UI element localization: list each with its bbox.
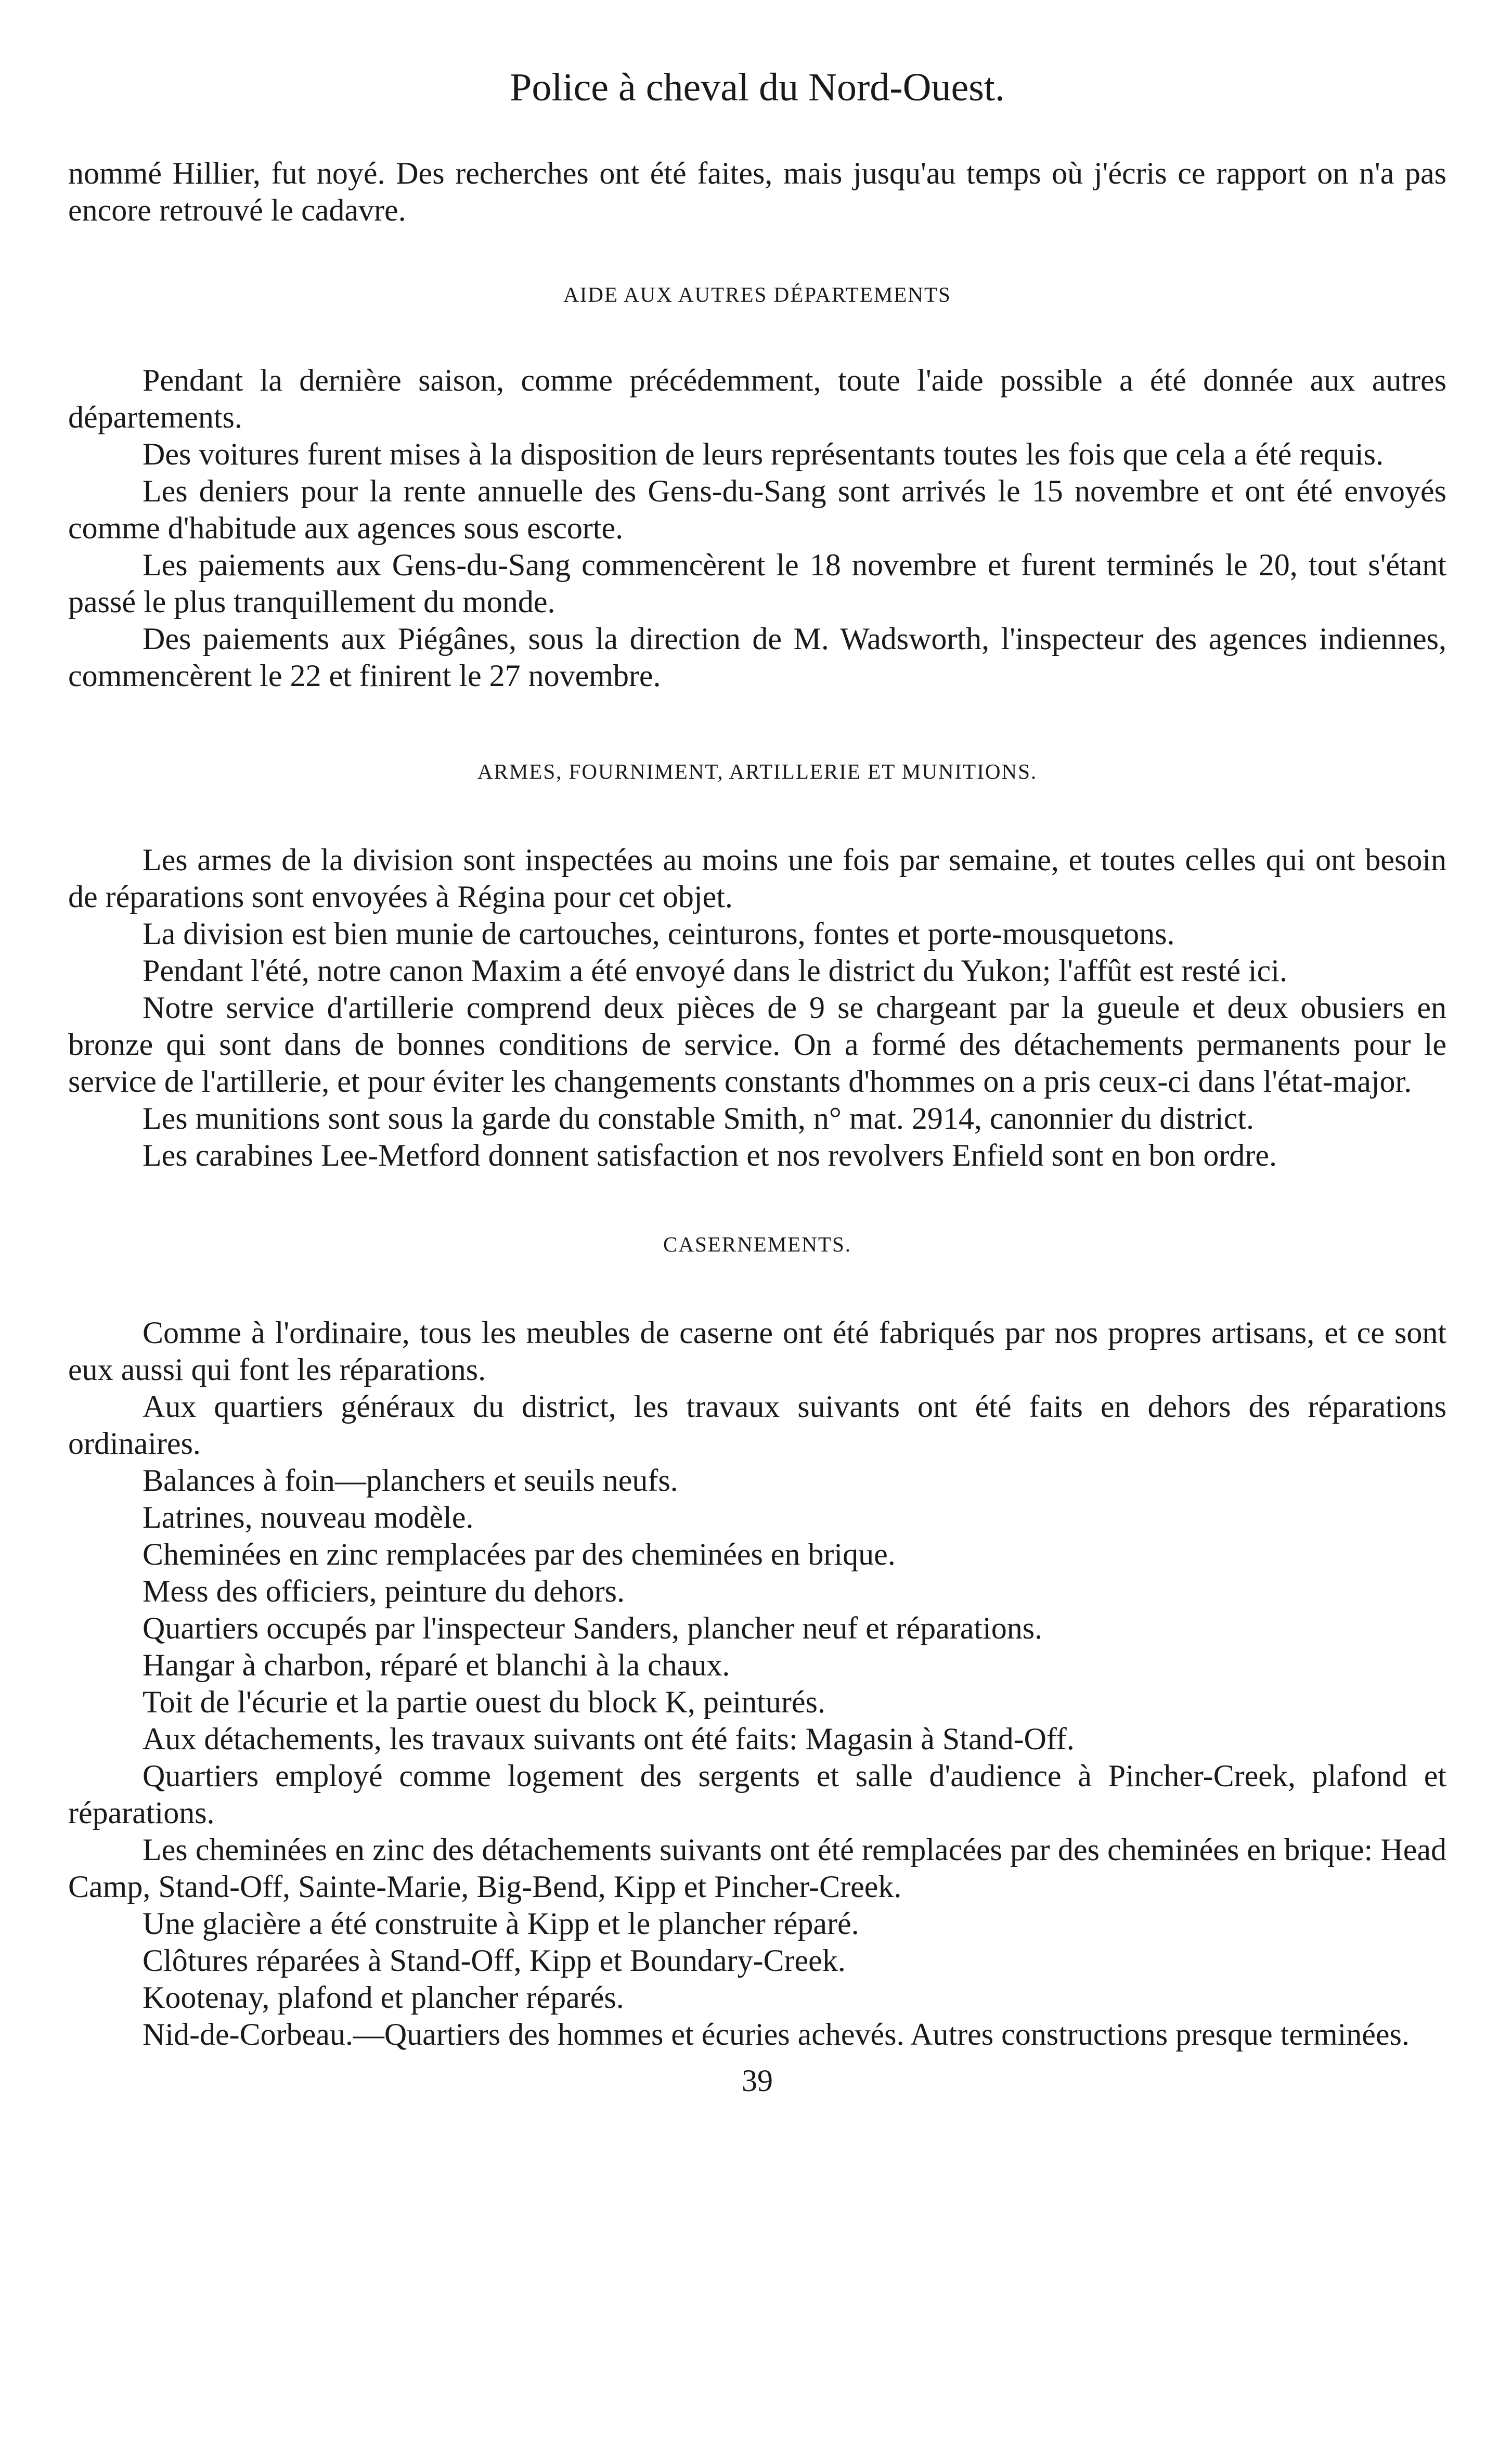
list-item: Kootenay, plafond et plancher réparés. [143, 1980, 624, 2015]
paragraph: Des paiements aux Piégânes, sous la direction de M. Wadsworth, l'inspecteur des agences indiennes, commencèrent le 22 et finirent le 27 novembre. [68, 622, 1446, 693]
paragraph: Les carabines Lee-Metford donnent satisfaction et nos revolvers Enfield sont en bon ordre. [143, 1138, 1277, 1172]
list-item: Toit de l'écurie et la partie ouest du block K, peinturés. [143, 1685, 825, 1719]
section-heading-casernements: CASERNEMENTS. [663, 1232, 851, 1256]
section-heading-aide: AIDE AUX AUTRES DÉPARTEMENTS [563, 282, 951, 306]
paragraph: Comme à l'ordinaire, tous les meubles de caserne ont été fabriqués par nos propres artisans, et ce sont eux aussi qui font les réparations. [68, 1315, 1446, 1387]
continuation-paragraph: nommé Hillier, fut noyé. Des recherches ont été faites, mais jusqu'au temps où j'écris ce rapport on n'a pas encore retrouvé le cadavre. [68, 156, 1446, 227]
paragraph: Pendant l'été, notre canon Maxim a été envoyé dans le district du Yukon; l'affût est resté ici. [143, 953, 1287, 988]
paragraph: Les munitions sont sous la garde du constable Smith, n° mat. 2914, canonnier du district. [143, 1101, 1255, 1136]
paragraph: Aux détachements, les travaux suivants ont été faits: Magasin à Stand-Off. [143, 1722, 1075, 1756]
list-item: Cheminées en zinc remplacées par des cheminées en brique. [143, 1537, 896, 1571]
list-item: Balances à foin—planchers et seuils neufs. [143, 1463, 678, 1498]
paragraph: Des voitures furent mises à la disposition de leurs représentants toutes les fois que cela a été requis. [143, 437, 1384, 471]
page-number: 39 [742, 2063, 773, 2098]
paragraph: Les deniers pour la rente annuelle des Gens-du-Sang sont arrivés le 15 novembre et ont été envoyés comme d'habitude aux agences sous escorte. [68, 474, 1446, 545]
list-item: Latrines, nouveau modèle. [143, 1500, 474, 1534]
running-title: Police à cheval du Nord-Ouest. [510, 66, 1005, 109]
list-item: Hangar à charbon, réparé et blanchi à la chaux. [143, 1648, 730, 1682]
document-page [68, 61, 1446, 2099]
list-item: Clôtures réparées à Stand-Off, Kipp et Boundary-Creek. [143, 1943, 846, 1978]
list-item: Mess des officiers, peinture du dehors. [143, 1574, 625, 1608]
paragraph: Les cheminées en zinc des détachements suivants ont été remplacées par des cheminées en brique: Head Camp, Stand-Off, Sainte-Marie, Big-Bend, Kipp et Pincher-Creek. [68, 1833, 1446, 1904]
list-item: Quartiers occupés par l'inspecteur Sanders, plancher neuf et réparations. [143, 1611, 1043, 1645]
paragraph: Quartiers employé comme logement des sergents et salle d'audience à Pincher-Creek, plafond et réparations. [68, 1759, 1446, 1830]
list-item: Une glacière a été construite à Kipp et le plancher réparé. [143, 1906, 859, 1941]
paragraph: Nid-de-Corbeau.—Quartiers des hommes et écuries achevés. Autres constructions presque terminées. [143, 2017, 1410, 2052]
paragraph: Les paiements aux Gens-du-Sang commencèrent le 18 novembre et furent terminés le 20, tout s'étant passé le plus tranquillement du monde. [68, 548, 1446, 619]
paragraph: Aux quartiers généraux du district, les travaux suivants ont été faits en dehors des réparations ordinaires. [68, 1389, 1446, 1461]
paragraph: Pendant la dernière saison, comme précédemment, toute l'aide possible a été donnée aux autres départements. [68, 363, 1446, 434]
section-heading-armes: ARMES, FOURNIMENT, ARTILLERIE ET MUNITIONS. [477, 759, 1038, 783]
paragraph: Les armes de la division sont inspectées au moins une fois par semaine, et toutes celles qui ont besoin de réparations sont envoyées à Régina pour cet objet. [68, 843, 1446, 914]
paragraph: Notre service d'artillerie comprend deux pièces de 9 se chargeant par la gueule et deux obusiers en bronze qui sont dans de bonnes conditions de service. On a formé des détachements permanents pour le service de l'artillerie, et pour éviter les changements constants d'hommes on a pris ceux-ci dans l'état-major. [68, 990, 1446, 1099]
paragraph: La division est bien munie de cartouches, ceinturons, fontes et porte-mousquetons. [143, 917, 1175, 951]
